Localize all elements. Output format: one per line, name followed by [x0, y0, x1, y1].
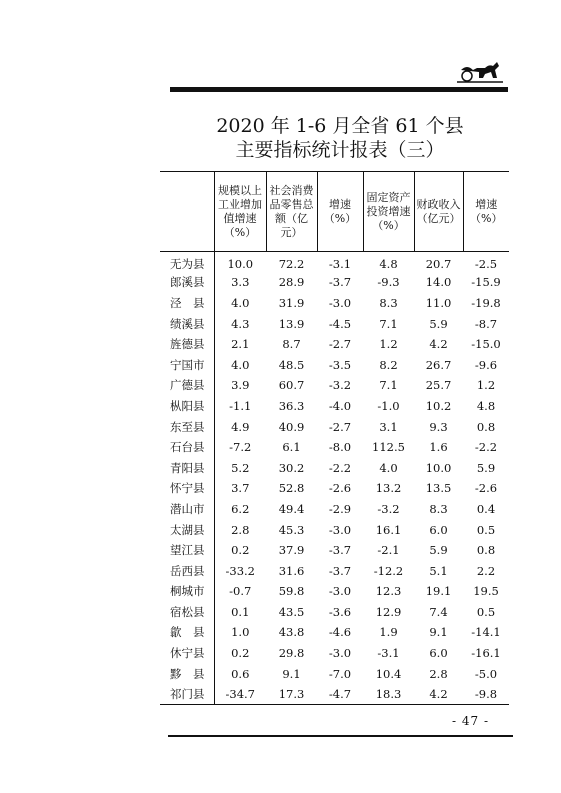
county-name-cell: 石台县 — [160, 437, 214, 458]
value-cell: -9.3 — [377, 275, 400, 290]
value-cell: -3.2 — [377, 501, 400, 516]
value-cell: -33.2 — [225, 563, 255, 578]
value-cell: -3.6 — [328, 604, 352, 619]
value-cell: 3.9 — [231, 378, 250, 393]
value-cell: 8.3 — [379, 295, 398, 310]
value-cell: 12.9 — [375, 604, 402, 619]
table-row — [160, 478, 509, 499]
value-cell: -2.5 — [474, 256, 498, 271]
value-cell: 60.7 — [278, 378, 305, 393]
value-cell: 30.2 — [278, 460, 305, 475]
value-cell: -3.2 — [328, 378, 352, 393]
county-name-cell: 祁门县 — [160, 684, 214, 705]
value-cell: 52.8 — [278, 481, 305, 496]
value-cell: 0.4 — [476, 501, 496, 516]
county-name-cell: 黟 县 — [160, 663, 214, 684]
value-cell: 59.8 — [278, 584, 305, 599]
value-cell: 6.0 — [429, 522, 448, 537]
value-cell: -7.0 — [328, 666, 352, 681]
county-name-cell: 岳西县 — [160, 560, 214, 581]
county-name-cell: 广德县 — [160, 375, 214, 396]
value-cell: 1.2 — [476, 378, 496, 393]
value-cell: 4.0 — [379, 460, 398, 475]
value-cell: -3.7 — [328, 543, 352, 558]
value-cell: -7.2 — [229, 440, 252, 455]
value-cell: -2.6 — [474, 481, 498, 496]
value-cell: 5.9 — [476, 460, 496, 475]
value-cell: 12.3 — [375, 584, 402, 599]
table-row — [160, 560, 509, 581]
value-cell: 11.0 — [425, 295, 452, 310]
value-cell: 4.8 — [476, 398, 496, 413]
county-name-cell: 怀宁县 — [160, 478, 214, 499]
value-cell: 7.1 — [379, 316, 398, 331]
value-cell: 6.1 — [282, 440, 301, 455]
county-name-cell: 桐城市 — [160, 581, 214, 602]
value-cell: 10.4 — [375, 666, 402, 681]
value-cell: -15.0 — [471, 337, 501, 352]
table-row — [160, 519, 509, 540]
county-name-cell: 旌德县 — [160, 334, 214, 355]
value-cell: -12.2 — [373, 563, 404, 578]
value-cell: 0.2 — [231, 543, 250, 558]
value-cell: 49.4 — [278, 501, 305, 516]
value-cell: 13.2 — [375, 481, 402, 496]
footer-rule — [168, 735, 513, 737]
value-cell: -3.7 — [328, 275, 352, 290]
county-name-cell: 潜山市 — [160, 499, 214, 520]
value-cell: 6.2 — [231, 501, 250, 516]
value-cell: -3.7 — [328, 563, 352, 578]
table-row — [160, 663, 509, 684]
value-cell: 4.2 — [429, 687, 448, 702]
value-cell: 5.1 — [429, 563, 448, 578]
county-name-cell: 宿松县 — [160, 602, 214, 623]
value-cell: 40.9 — [278, 419, 305, 434]
value-cell: 3.1 — [379, 419, 398, 434]
value-cell: -1.1 — [229, 398, 252, 413]
value-cell: 4.0 — [231, 357, 250, 372]
value-cell: 5.2 — [231, 460, 250, 475]
county-name-cell: 休宁县 — [160, 643, 214, 664]
value-cell: 6.0 — [429, 646, 448, 661]
county-name-cell: 泾 县 — [160, 293, 214, 314]
value-cell: 17.3 — [278, 687, 305, 702]
value-cell: 4.0 — [231, 295, 250, 310]
value-cell: -16.1 — [471, 646, 501, 661]
value-cell: 37.9 — [278, 543, 305, 558]
county-name-cell: 宁国市 — [160, 354, 214, 375]
value-cell: 19.5 — [473, 584, 499, 599]
value-cell: 2.8 — [231, 522, 250, 537]
page-number: - 47 - — [452, 714, 490, 728]
value-cell: 9.1 — [429, 625, 448, 640]
value-cell: 13.5 — [425, 481, 452, 496]
value-cell: 43.5 — [278, 604, 305, 619]
table-row — [160, 457, 509, 478]
value-cell: 0.8 — [476, 419, 496, 434]
county-name-cell: 太湖县 — [160, 519, 214, 540]
value-cell: -34.7 — [225, 687, 255, 702]
value-cell: -3.0 — [328, 584, 352, 599]
column-header: 增速（%） — [463, 172, 509, 252]
value-cell: 4.2 — [429, 337, 448, 352]
table-row — [160, 581, 509, 602]
page-title: 2020 年 1-6 月全省 61 个县 — [216, 115, 464, 137]
table-row — [160, 416, 509, 437]
value-cell: -3.0 — [328, 295, 352, 310]
value-cell: 2.2 — [476, 563, 496, 578]
column-header: 社会消费品零售总额（亿元） — [266, 172, 317, 252]
value-cell: 3.3 — [231, 275, 250, 290]
table-row — [160, 540, 509, 561]
value-cell: 14.0 — [425, 275, 452, 290]
value-cell: 28.9 — [278, 275, 305, 290]
county-name-cell: 郎溪县 — [160, 272, 214, 293]
value-cell: 0.8 — [476, 543, 496, 558]
value-cell: -1.0 — [377, 398, 400, 413]
value-cell: -2.9 — [328, 501, 352, 516]
value-cell: 16.1 — [375, 522, 402, 537]
value-cell: 2.1 — [231, 337, 250, 352]
table-row — [160, 375, 509, 396]
value-cell: 1.0 — [231, 625, 250, 640]
value-cell: 8.3 — [429, 501, 448, 516]
value-cell: 26.7 — [425, 357, 452, 372]
table-row — [160, 396, 509, 417]
table-row — [160, 293, 509, 314]
value-cell: 3.7 — [231, 481, 250, 496]
value-cell: 8.7 — [282, 337, 301, 352]
value-cell: 8.2 — [379, 357, 398, 372]
value-cell: -19.8 — [471, 295, 501, 310]
column-header: 增速（%） — [317, 172, 363, 252]
value-cell: -9.8 — [474, 687, 498, 702]
value-cell: 19.1 — [425, 584, 452, 599]
table-row — [160, 684, 509, 705]
value-cell: -3.5 — [328, 357, 352, 372]
value-cell: 43.8 — [278, 625, 305, 640]
column-header: 规模以上工业增加值增速（%） — [214, 172, 266, 252]
county-indicator-table — [160, 171, 509, 705]
value-cell: 10.0 — [425, 460, 452, 475]
column-header: 固定资产投资增速（%） — [363, 172, 414, 252]
table-row — [160, 272, 509, 293]
value-cell: 36.3 — [278, 398, 305, 413]
value-cell: -8.0 — [328, 440, 352, 455]
value-cell: 7.4 — [429, 604, 448, 619]
value-cell: -3.1 — [328, 256, 352, 271]
county-name-cell: 无为县 — [160, 252, 214, 273]
value-cell: -2.7 — [328, 419, 352, 434]
county-name-cell: 望江县 — [160, 540, 214, 561]
value-cell: -3.1 — [377, 646, 400, 661]
value-cell: -0.7 — [229, 584, 252, 599]
column-header — [160, 172, 214, 252]
value-cell: 4.3 — [231, 316, 250, 331]
value-cell: -2.1 — [377, 543, 400, 558]
value-cell: -4.6 — [328, 625, 352, 640]
value-cell: 10.0 — [227, 256, 254, 271]
value-cell: -15.9 — [471, 275, 501, 290]
value-cell: 0.1 — [231, 604, 250, 619]
county-name-cell: 歙 县 — [160, 622, 214, 643]
county-name-cell: 东至县 — [160, 416, 214, 437]
value-cell: 31.9 — [278, 295, 305, 310]
value-cell: 0.5 — [476, 604, 496, 619]
table-row — [160, 622, 509, 643]
value-cell: -14.1 — [471, 625, 501, 640]
value-cell: 1.6 — [429, 440, 448, 455]
table-row — [160, 354, 509, 375]
value-cell: 31.6 — [278, 563, 305, 578]
header-rule — [170, 87, 508, 92]
value-cell: 45.3 — [278, 522, 305, 537]
county-name-cell: 青阳县 — [160, 457, 214, 478]
value-cell: -4.7 — [328, 687, 352, 702]
chariot-horse-logo-icon — [455, 58, 505, 86]
column-header: 财政收入（亿元） — [414, 172, 463, 252]
table-header-row — [160, 172, 509, 252]
value-cell: 2.8 — [429, 666, 448, 681]
value-cell: 1.9 — [379, 625, 398, 640]
value-cell: 5.9 — [429, 316, 448, 331]
value-cell: -2.6 — [328, 481, 352, 496]
value-cell: 0.6 — [231, 666, 250, 681]
value-cell: 7.1 — [379, 378, 398, 393]
value-cell: -9.6 — [474, 357, 498, 372]
table-body — [160, 252, 509, 705]
value-cell: 0.5 — [476, 522, 496, 537]
value-cell: -8.7 — [474, 316, 498, 331]
value-cell: 29.8 — [278, 646, 305, 661]
value-cell: -4.0 — [328, 398, 352, 413]
table-row — [160, 643, 509, 664]
value-cell: -3.0 — [328, 646, 352, 661]
value-cell: 48.5 — [278, 357, 305, 372]
value-cell: 1.2 — [379, 337, 398, 352]
table-row — [160, 602, 509, 623]
value-cell: -2.7 — [328, 337, 352, 352]
table-row — [160, 313, 509, 334]
county-name-cell: 绩溪县 — [160, 313, 214, 334]
table-row — [160, 437, 509, 458]
value-cell: -3.0 — [328, 522, 352, 537]
table-row — [160, 334, 509, 355]
value-cell: -4.5 — [328, 316, 352, 331]
value-cell: 9.1 — [282, 666, 301, 681]
county-name-cell: 枞阳县 — [160, 396, 214, 417]
value-cell: 20.7 — [425, 256, 452, 271]
value-cell: 10.2 — [425, 398, 452, 413]
value-cell: 9.3 — [429, 419, 448, 434]
value-cell: 4.9 — [231, 419, 250, 434]
table-row — [160, 499, 509, 520]
value-cell: 13.9 — [278, 316, 305, 331]
value-cell: 18.3 — [375, 687, 402, 702]
value-cell: 4.8 — [379, 256, 398, 271]
value-cell: 112.5 — [372, 440, 405, 455]
page-subtitle: 主要指标统计报表（三） — [235, 139, 445, 161]
value-cell: -2.2 — [328, 460, 352, 475]
value-cell: 5.9 — [429, 543, 448, 558]
value-cell: 25.7 — [425, 378, 452, 393]
value-cell: 72.2 — [278, 256, 305, 271]
table-row — [160, 252, 509, 273]
value-cell: 0.2 — [231, 646, 250, 661]
value-cell: -5.0 — [474, 666, 498, 681]
value-cell: -2.2 — [474, 440, 498, 455]
